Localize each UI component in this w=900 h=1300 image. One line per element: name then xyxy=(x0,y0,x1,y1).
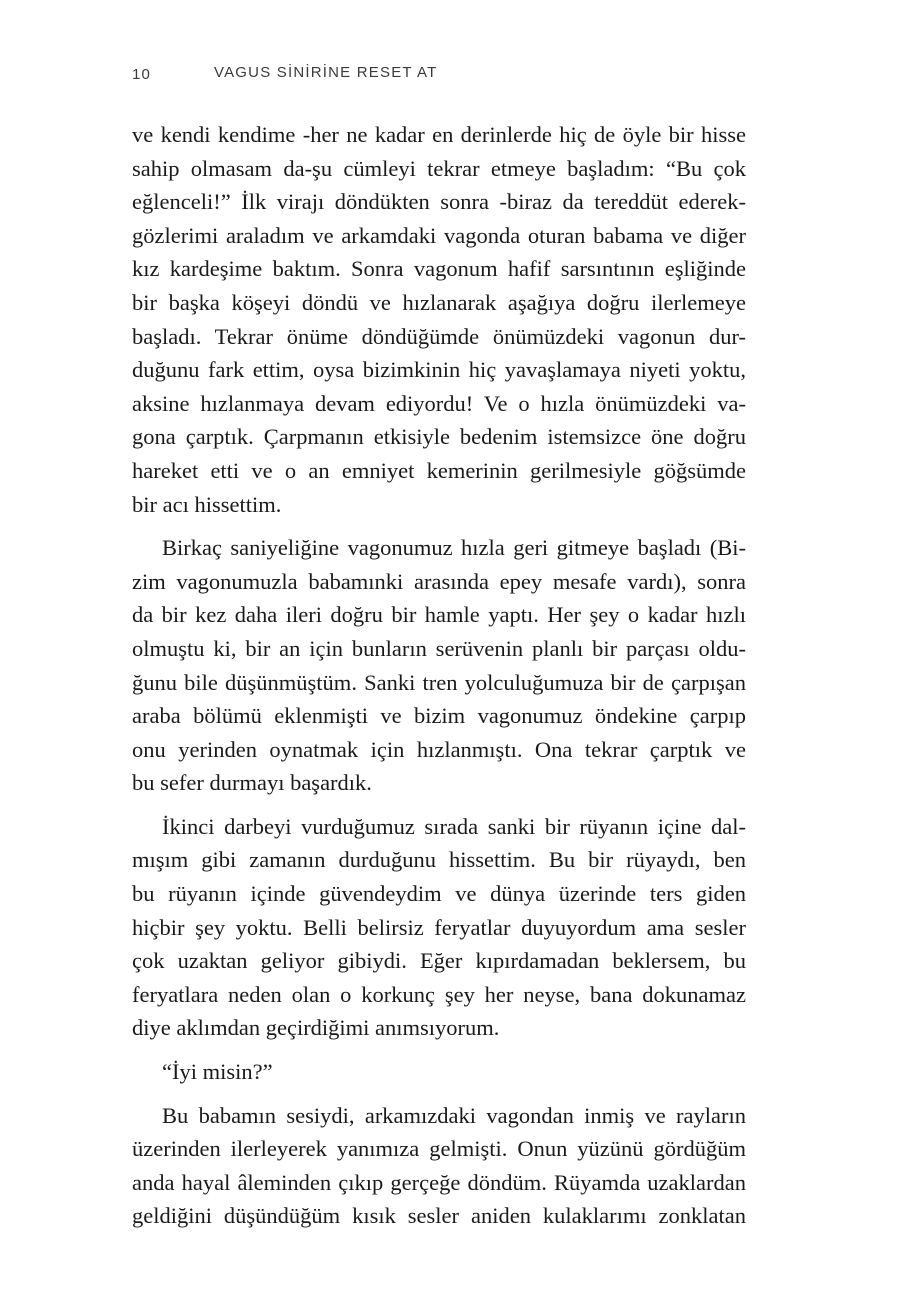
body-text xyxy=(132,118,746,1243)
paragraph xyxy=(132,1055,746,1089)
paragraph xyxy=(132,1099,746,1233)
text-line: ve kendi kendime -her ne kadar en derinlerde hiç de öyle bir hisse xyxy=(132,122,746,147)
text-line: Birkaç saniyeliğine vagonumuz hızla geri gitmeye başladı (Bi- xyxy=(162,535,746,561)
page-number: 10 xyxy=(132,66,152,83)
text-line: geldiğini düşündüğüm kısık sesler aniden kulaklarımı zonklatan xyxy=(132,1203,746,1229)
text-line: başladı. Tekrar önüme döndüğümde önümüzdeki vagonun dur- xyxy=(132,323,746,349)
text-line: gona çarptık. Çarpmanın etkisiyle bedenim istemsizce öne doğru xyxy=(132,424,746,450)
text-line: da bir kez daha ileri doğru bir hamle yaptı. Her şey o kadar hızlı xyxy=(132,602,746,628)
text-line: hareket etti ve o an emniyet kemerinin gerilmesiyle göğsümde xyxy=(132,457,746,483)
text-line: onu yerinden oynatmak için hızlanmıştı. Ona tekrar çarptık ve xyxy=(132,736,746,762)
text-line: sahip olmasam da-şu cümleyi tekrar etmeye başladım: “Bu çok xyxy=(132,155,746,181)
text-line: mışım gibi zamanın durduğunu hissettim. Bu bir rüyaydı, ben xyxy=(132,847,746,873)
text-line: diye aklımdan geçirdiğimi anımsıyorum. xyxy=(132,1015,500,1041)
text-line: bu rüyanın içinde güvendeydim ve dünya üzerinde ters giden xyxy=(132,881,746,907)
text-line: Bu babamın sesiydi, arkamızdaki vagondan inmiş ve rayların xyxy=(162,1102,746,1128)
text-line: “İyi misin?” xyxy=(162,1059,273,1085)
text-line: anda hayal âleminden çıkıp gerçeğe döndüm. Rüyamda uzaklardan xyxy=(132,1169,746,1195)
text-line: duğunu fark ettim, oysa bizimkinin hiç yavaşlamaya niyeti yoktu, xyxy=(132,357,746,383)
text-line: zim vagonumuzla babamınki arasında epey mesafe vardı), sonra xyxy=(132,568,746,594)
text-line: İkinci darbeyi vurduğumuz sırada sanki bir rüyanın içine dal- xyxy=(162,813,746,839)
text-line: bir başka köşeyi döndü ve hızlanarak aşağıya doğru ilerlemeye xyxy=(132,289,746,315)
text-line: bir acı hissettim. xyxy=(132,491,282,517)
text-line: gözlerimi araladım ve arkamdaki vagonda oturan babama ve diğer xyxy=(132,222,746,248)
text-line: aksine hızlanmaya devam ediyordu! Ve o hızla önümüzdeki va- xyxy=(132,390,746,416)
paragraph xyxy=(132,118,746,521)
text-line: üzerinden ilerleyerek yanımıza gelmişti. Onun yüzünü gördüğüm xyxy=(132,1136,746,1162)
paragraph xyxy=(132,531,746,800)
text-line: ğunu bile düşünmüştüm. Sanki tren yolculuğumuza bir de çarpışan xyxy=(132,669,746,695)
text-line: eğlenceli!” İlk virajı döndükten sonra -biraz da tereddüt ederek- xyxy=(132,189,746,215)
text-line: olmuştu ki, bir an için bunların serüvenin planlı bir parçası oldu- xyxy=(132,635,746,661)
text-line: araba bölümü eklenmişti ve bizim vagonumuz öndekine çarpıp xyxy=(132,703,746,729)
running-title: VAGUS SİNİRİNE RESET AT xyxy=(214,64,438,81)
text-line: bu sefer durmayı başardık. xyxy=(132,770,372,796)
text-line: kız kardeşime baktım. Sonra vagonum hafif sarsıntının eşliğinde xyxy=(132,256,746,282)
text-line: feryatlara neden olan o korkunç şey her neyse, bana dokunamaz xyxy=(132,981,746,1007)
text-line: hiçbir şey yoktu. Belli belirsiz feryatlar duyuyordum ama sesler xyxy=(132,914,746,940)
paragraph xyxy=(132,810,746,1045)
text-line: çok uzaktan geliyor gibiydi. Eğer kıpırdamadan beklersem, bu xyxy=(132,948,746,974)
